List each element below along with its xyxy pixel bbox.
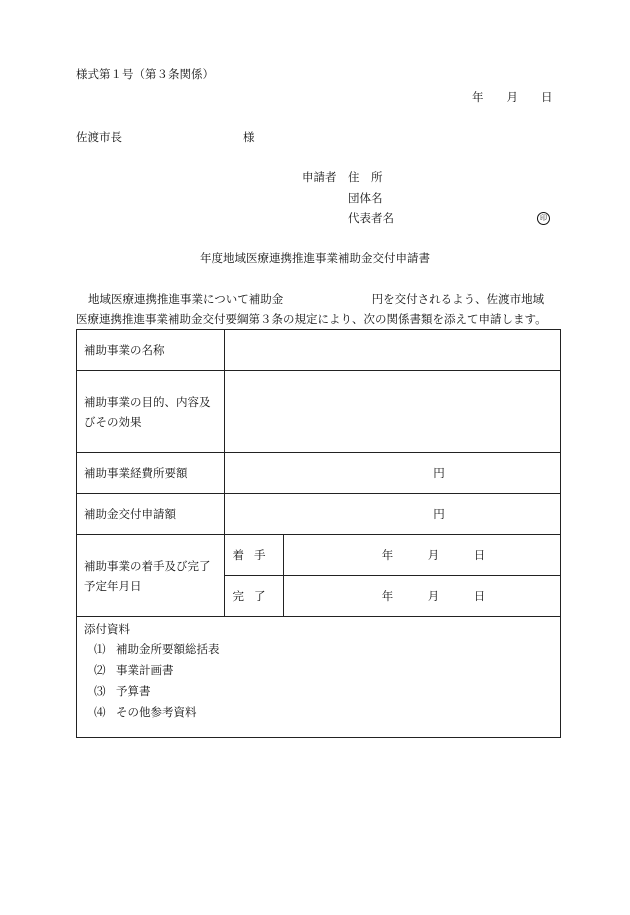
cost-field[interactable]: [225, 453, 561, 494]
attachments-label: 添付資料: [84, 622, 130, 636]
application-table: [76, 329, 561, 738]
table-row: [77, 535, 561, 576]
intro-line-2: 医療連携推進事業補助金交付要綱第３条の規定により、次の関係書類を添えて申請します。: [76, 312, 547, 326]
address-label: 住 所: [348, 170, 383, 184]
attachment-text: その他参考資料: [116, 705, 197, 719]
representative-label: 代表者名: [348, 211, 394, 225]
table-row: [77, 494, 561, 535]
project-name-field[interactable]: [225, 330, 561, 371]
start-date: 年 月 日: [381, 548, 486, 562]
attachment-number: ⑷: [94, 705, 106, 719]
end-label: 完了: [225, 576, 284, 617]
purpose-field[interactable]: [225, 371, 561, 453]
attachment-item: [84, 639, 553, 660]
cost-unit: 円: [433, 466, 445, 480]
request-field[interactable]: [225, 494, 561, 535]
start-date-field[interactable]: [284, 535, 561, 576]
intro-line-1-after: 円を交付されるよう、佐渡市地域: [371, 292, 545, 306]
cost-label: 補助事業経費所要額: [77, 453, 225, 494]
attachment-number: ⑶: [94, 684, 106, 698]
applicant-role-label: 申請者: [302, 170, 337, 184]
attachment-item: [84, 702, 553, 723]
honorific: 様: [243, 130, 255, 144]
request-label: 補助金交付申請額: [77, 494, 225, 535]
request-unit: 円: [433, 507, 445, 521]
purpose-label: 補助事業の目的、内容及びその効果: [77, 371, 225, 453]
end-date-field[interactable]: [284, 576, 561, 617]
addressee: 佐渡市長: [76, 130, 122, 144]
organization-label: 団体名: [348, 191, 383, 205]
end-date: 年 月 日: [381, 589, 486, 603]
table-row: [77, 330, 561, 371]
start-label: 着手: [225, 535, 284, 576]
attachment-number: ⑵: [94, 663, 106, 677]
project-name-label: 補助事業の名称: [77, 330, 225, 371]
schedule-label: 補助事業の着手及び完了予定年月日: [77, 535, 225, 617]
date-line: 年 月 日: [472, 90, 553, 104]
seal-icon: 印: [537, 212, 550, 225]
intro-paragraph: [76, 289, 566, 329]
intro-line-1: [76, 289, 566, 309]
attachment-item: [84, 681, 553, 702]
attachment-text: 補助金所要額総括表: [116, 642, 220, 656]
table-row: [77, 617, 561, 738]
table-row: [77, 371, 561, 453]
intro-line-1-before: 地域医療連携推進事業について補助金: [88, 292, 284, 306]
form-number: 様式第１号（第３条関係）: [76, 67, 214, 81]
document-title: 年度地域医療連携推進事業補助金交付申請書: [200, 251, 430, 265]
attachment-item: [84, 660, 553, 681]
attachment-text: 予算書: [116, 684, 151, 698]
table-row: [77, 453, 561, 494]
attachment-number: ⑴: [94, 642, 106, 656]
attachment-text: 事業計画書: [116, 663, 174, 677]
attachments-cell: [77, 617, 561, 738]
